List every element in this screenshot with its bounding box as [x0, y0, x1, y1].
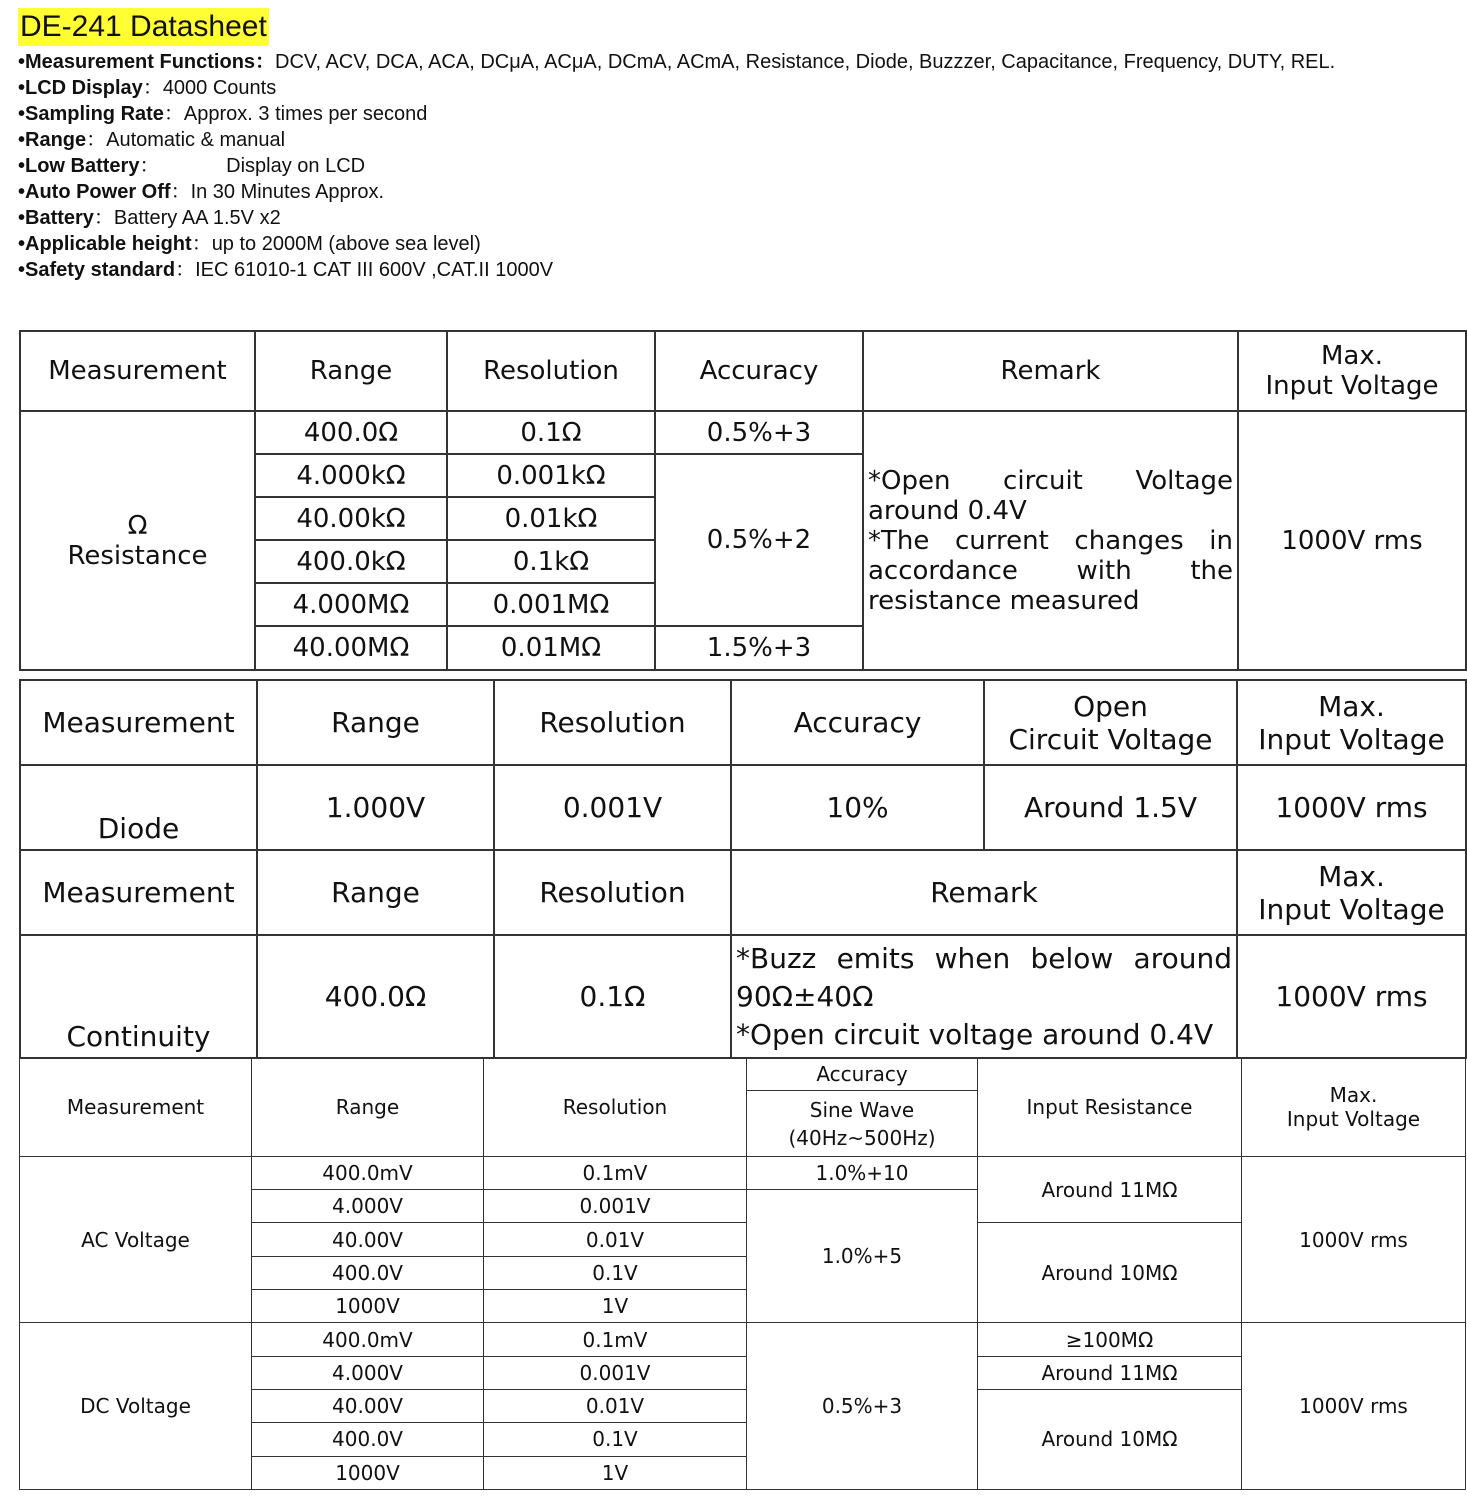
spec-label: •Applicable height	[18, 233, 192, 255]
header-remark: Remark	[863, 331, 1238, 411]
spec-value: IEC 61010-1 CAT III 600V ,CAT.II 1000V	[195, 259, 554, 281]
resolution-cell: 1V	[484, 1456, 747, 1489]
header-measurement: Measurement	[20, 850, 257, 935]
header-accuracy: Accuracy	[731, 680, 984, 765]
range-cell: 4.000MΩ	[255, 583, 447, 626]
spec-value: DCV, ACV, DCA, ACA, DCμA, ACμA, DCmA, ACmA, Resistance, Diode, Buzzzer, Capacitance, Frequency, DUTY, REL.	[275, 51, 1336, 73]
measurement-dc-voltage: DC Voltage	[20, 1323, 252, 1490]
resolution-cell: 0.001V	[484, 1356, 747, 1389]
spec-item: •Safety standard：IEC 61010-1 CAT III 600V ,CAT.II 1000V	[18, 259, 554, 281]
header-max-input: Max. Input Voltage	[1242, 1058, 1466, 1157]
resolution-cell: 0.1V	[484, 1256, 747, 1289]
resolution-cell: 0.1Ω	[494, 935, 731, 1058]
range-cell: 400.0kΩ	[255, 540, 447, 583]
table-row	[20, 1323, 1466, 1356]
resistance-table	[19, 330, 1467, 671]
resolution-cell: 0.01V	[484, 1223, 747, 1256]
resolution-cell: 1V	[484, 1290, 747, 1323]
resolution-cell: 0.001kΩ	[447, 454, 655, 497]
range-cell: 4.000kΩ	[255, 454, 447, 497]
spec-label: •Measurement Functions	[18, 51, 256, 73]
accuracy-cell: 1.0%+5	[747, 1190, 978, 1323]
diode-table	[19, 679, 1467, 851]
max-input-cell: 1000V rms	[1242, 1323, 1466, 1490]
remark-cell: *Open circuit Voltage around 0.4V *The current changes in accordance with the resistance measured	[863, 411, 1238, 670]
range-cell: 400.0Ω	[255, 411, 447, 454]
remark-line: *Open circuit voltage around 0.4V	[736, 1017, 1214, 1051]
resolution-cell: 0.1mV	[484, 1323, 747, 1356]
spec-value: Approx. 3 times per second	[183, 103, 428, 125]
page-title: DE-241 Datasheet	[18, 8, 269, 46]
range-cell: 400.0mV	[252, 1323, 484, 1356]
range-cell: 40.00V	[252, 1223, 484, 1256]
remark-cell	[731, 935, 1237, 1058]
header-range: Range	[257, 680, 494, 765]
header-range: Range	[252, 1058, 484, 1157]
header-measurement: Measurement	[20, 1058, 252, 1157]
header-measurement: Measurement	[20, 680, 257, 765]
range-cell: 1000V	[252, 1456, 484, 1489]
spec-list	[18, 49, 1458, 283]
table-header-row	[20, 1058, 1466, 1091]
header-measurement: Measurement	[20, 331, 255, 411]
accuracy-cell: 0.5%+3	[747, 1323, 978, 1490]
header-max-input: Max. Input Voltage	[1237, 850, 1466, 935]
spec-item: •Battery：Battery AA 1.5V x2	[18, 207, 281, 229]
resolution-cell: 0.01V	[484, 1389, 747, 1422]
input-resistance-cell: Around 10MΩ	[978, 1389, 1242, 1489]
measurement-ac-voltage: AC Voltage	[20, 1156, 252, 1322]
resolution-cell: 0.1mV	[484, 1156, 747, 1189]
header-max-input: Max. Input Voltage	[1238, 331, 1466, 411]
measurement-resistance: Ω Resistance	[20, 411, 255, 670]
resolution-cell: 0.001V	[484, 1190, 747, 1223]
resolution-cell: 0.001V	[494, 765, 731, 850]
range-cell: 400.0V	[252, 1423, 484, 1456]
spec-value: Display on LCD	[159, 155, 366, 177]
range-cell: 4.000V	[252, 1356, 484, 1389]
accuracy-cell: 0.5%+2	[655, 454, 863, 626]
header-resolution: Resolution	[494, 850, 731, 935]
input-resistance-cell: ≥100MΩ	[978, 1323, 1242, 1356]
table-row	[20, 765, 1466, 850]
open-circuit-cell: Around 1.5V	[984, 765, 1237, 850]
range-cell: 400.0Ω	[257, 935, 494, 1058]
resolution-cell: 0.1kΩ	[447, 540, 655, 583]
spec-value: In 30 Minutes Approx.	[190, 181, 385, 203]
spec-item: •Measurement Functions：DCV, ACV, DCA, ACA, DCμA, ACμA, DCmA, ACmA, Resistance, Diode, Buzzzer, Capacitance, Frequency, DUTY, REL.	[18, 51, 1336, 73]
voltage-table	[19, 1057, 1466, 1490]
table-header-row	[20, 680, 1466, 765]
range-cell: 4.000V	[252, 1190, 484, 1223]
table-header-row	[20, 331, 1466, 411]
resolution-cell: 0.1Ω	[447, 411, 655, 454]
header-accuracy-sub: Sine Wave (40Hz~500Hz)	[747, 1091, 978, 1157]
range-cell: 400.0mV	[252, 1156, 484, 1189]
range-cell: 1000V	[252, 1290, 484, 1323]
header-input-resistance: Input Resistance	[978, 1058, 1242, 1157]
range-cell: 40.00kΩ	[255, 497, 447, 540]
spec-value: Automatic & manual	[106, 129, 286, 151]
resolution-cell: 0.01kΩ	[447, 497, 655, 540]
header-resolution: Resolution	[494, 680, 731, 765]
spec-item: •Range：Automatic & manual	[18, 129, 286, 151]
header-max-input: Max. Input Voltage	[1237, 680, 1466, 765]
header-range: Range	[257, 850, 494, 935]
remark-line: *Buzz emits when below around 90Ω±40Ω	[736, 941, 1232, 1013]
range-cell: 40.00V	[252, 1389, 484, 1422]
max-input-cell: 1000V rms	[1238, 411, 1466, 670]
range-cell: 1.000V	[257, 765, 494, 850]
spec-item: •Sampling Rate：Approx. 3 times per second	[18, 103, 428, 125]
table-row	[20, 411, 1466, 454]
header-accuracy: Accuracy	[655, 331, 863, 411]
spec-label: •Safety standard	[18, 259, 176, 281]
resolution-cell: 0.001MΩ	[447, 583, 655, 626]
header-remark: Remark	[731, 850, 1237, 935]
spec-label: •Sampling Rate	[18, 103, 164, 125]
spec-value: Battery AA 1.5V x2	[113, 207, 281, 229]
measurement-diode: Diode	[20, 765, 257, 850]
range-cell: 400.0V	[252, 1256, 484, 1289]
max-input-cell: 1000V rms	[1237, 935, 1466, 1058]
resolution-cell: 0.01MΩ	[447, 626, 655, 670]
table-header-row	[20, 850, 1466, 935]
spec-value: up to 2000M (above sea level)	[211, 233, 481, 255]
spec-value: 4000 Counts	[162, 77, 277, 99]
max-input-cell: 1000V rms	[1242, 1156, 1466, 1322]
header-resolution: Resolution	[447, 331, 655, 411]
header-resolution: Resolution	[484, 1058, 747, 1157]
spec-item: •Auto Power Off：In 30 Minutes Approx.	[18, 181, 385, 203]
header-range: Range	[255, 331, 447, 411]
spec-item: •LCD Display：4000 Counts	[18, 77, 277, 99]
accuracy-cell: 1.0%+10	[747, 1156, 978, 1189]
table-row	[20, 935, 1466, 1058]
measurement-continuity: Continuity	[20, 935, 257, 1058]
spec-label: •Battery	[18, 207, 94, 229]
spec-label: •LCD Display	[18, 77, 143, 99]
resolution-cell: 0.1V	[484, 1423, 747, 1456]
spec-label: •Range	[18, 129, 87, 151]
max-input-cell: 1000V rms	[1237, 765, 1466, 850]
range-cell: 40.00MΩ	[255, 626, 447, 670]
input-resistance-cell: Around 11MΩ	[978, 1156, 1242, 1223]
input-resistance-cell: Around 11MΩ	[978, 1356, 1242, 1389]
input-resistance-cell: Around 10MΩ	[978, 1223, 1242, 1323]
spec-label: •Low Battery	[18, 155, 140, 177]
table-row	[20, 1156, 1466, 1189]
accuracy-cell: 10%	[731, 765, 984, 850]
accuracy-cell: 0.5%+3	[655, 411, 863, 454]
spec-label: •Auto Power Off	[18, 181, 171, 203]
header-open-circuit: Open Circuit Voltage	[984, 680, 1237, 765]
spec-item: •Applicable height：up to 2000M (above sea level)	[18, 233, 481, 255]
spec-item: •Low Battery： Display on LCD	[18, 155, 366, 177]
continuity-table	[19, 849, 1467, 1059]
accuracy-cell: 1.5%+3	[655, 626, 863, 670]
header-accuracy: Accuracy	[747, 1058, 978, 1091]
